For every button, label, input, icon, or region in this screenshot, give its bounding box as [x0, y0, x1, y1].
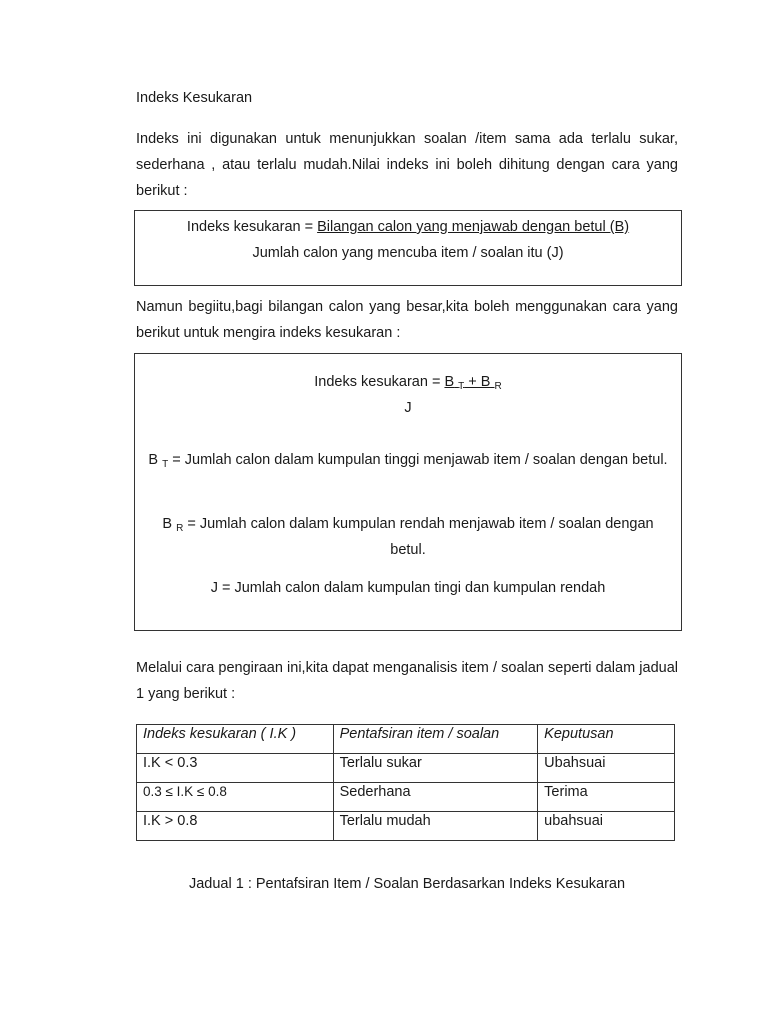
intro-paragraph: Indeks ini digunakan untuk menunjukkan soalan /item sama ada terlalu sukar, sederhana , atau terlalu mudah.Nilai indeks ini boleh dihitung dengan cara yang berikut : — [136, 131, 678, 199]
table-cell: Terlalu mudah — [333, 812, 538, 841]
section-heading: Indeks Kesukaran — [136, 90, 253, 106]
table-header-cell: Indeks kesukaran ( I.K ) — [137, 725, 334, 754]
table-cell: Terima — [538, 783, 675, 812]
table-caption: Jadual 1 : Pentafsiran Item / Soalan Berdasarkan Indeks Kesukaran — [188, 876, 626, 892]
formula-numerator: Bilangan calon yang menjawab dengan betul (B) — [317, 219, 630, 235]
table-cell: I.K < 0.3 — [137, 754, 334, 783]
table-cell: Ubahsuai — [538, 754, 675, 783]
table-header-row — [137, 725, 675, 754]
group-formula-denominator: J — [404, 400, 412, 416]
table-row — [137, 754, 675, 783]
definition-br-continued: betul. — [390, 542, 426, 558]
formula-box-basic — [134, 210, 682, 286]
large-group-paragraph: Namun begiitu,bagi bilangan calon yang besar,kita boleh menggunakan cara yang berikut untuk mengira indeks kesukaran : — [136, 299, 678, 341]
formula-box-groups — [134, 353, 682, 631]
table-header-cell: Keputusan — [538, 725, 675, 754]
formula-denominator: Jumlah calon yang mencuba item / soalan itu (J) — [252, 245, 564, 261]
table-cell: ubahsuai — [538, 812, 675, 841]
table-cell: 0.3 ≤ I.K ≤ 0.8 — [137, 783, 334, 812]
analysis-paragraph: Melalui cara pengiraan ini,kita dapat menganalisis item / soalan seperti dalam jadual 1 yang berikut : — [136, 660, 678, 702]
definition-j: J = Jumlah calon dalam kumpulan tingi dan kumpulan rendah — [210, 580, 606, 596]
table-row — [137, 812, 675, 841]
group-formula-lhs: Indeks kesukaran = — [314, 374, 445, 390]
table-row — [137, 783, 675, 812]
group-formula-numerator: B $_T$ + B $_R$ — [444, 374, 502, 392]
difficulty-index-table — [136, 724, 675, 841]
table-cell: I.K > 0.8 — [137, 812, 334, 841]
table-header-cell: Pentafsiran item / soalan — [333, 725, 538, 754]
definition-br: B $_R$ = Jumlah calon dalam kumpulan rendah menjawab item / soalan dengan — [162, 516, 654, 534]
formula-numerator-line — [135, 219, 681, 235]
formula-lhs: Indeks kesukaran = — [186, 219, 318, 235]
table-cell: Sederhana — [333, 783, 538, 812]
definition-bt: B $_T$ = Jumlah calon dalam kumpulan tinggi menjawab item / soalan dengan betul. — [148, 452, 668, 470]
group-formula-numerator-line — [135, 374, 681, 392]
table-cell: Terlalu sukar — [333, 754, 538, 783]
